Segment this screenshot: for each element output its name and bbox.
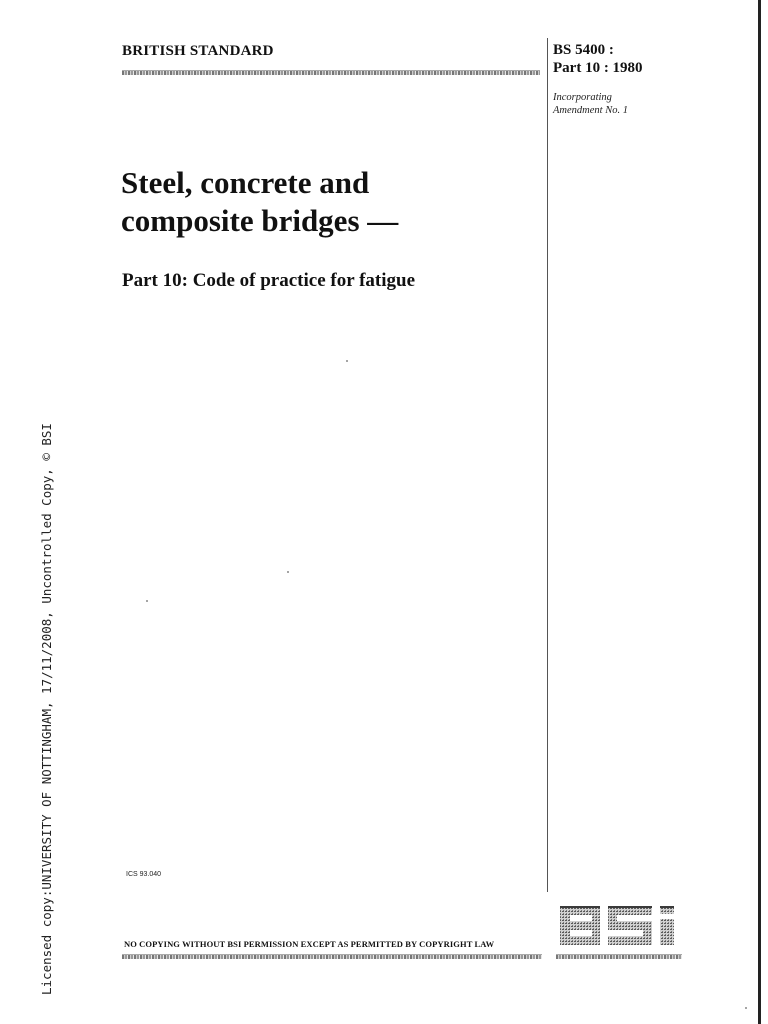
standard-label: BRITISH STANDARD [122, 43, 274, 59]
scan-speck [146, 600, 148, 602]
column-divider [547, 38, 548, 892]
footer-rule [122, 954, 542, 959]
document-subtitle: Part 10: Code of practice for fatigue [122, 270, 415, 291]
ics-code: ICS 93.040 [126, 871, 162, 878]
bsi-logo [356, 702, 682, 950]
part-year: Part 10 : 1980 [553, 60, 643, 76]
title-line-2: composite bridges — [121, 203, 399, 238]
footer-rule-right [556, 954, 682, 959]
scan-speck [346, 360, 348, 362]
document-title [121, 164, 398, 240]
page-edge-border [758, 0, 761, 1024]
amendment-note [553, 91, 628, 117]
copyright-notice: NO COPYING WITHOUT BSI PERMISSION EXCEPT AS PERMITTED BY COPYRIGHT LAW [124, 939, 495, 949]
scan-speck [745, 1007, 747, 1009]
standard-number-block [553, 41, 643, 77]
bs-number: BS 5400 : [553, 42, 614, 58]
header-rule [122, 70, 540, 75]
license-watermark: Licensed copy:UNIVERSITY OF NOTTINGHAM, 17/11/2008, Uncontrolled Copy, © BSI [39, 423, 54, 995]
amendment-line-1: Incorporating [553, 92, 612, 103]
title-line-1: Steel, concrete and [121, 165, 370, 200]
scan-speck [287, 571, 289, 573]
amendment-line-2: Amendment No. 1 [553, 105, 628, 116]
logo-text: BSi [356, 702, 358, 703]
